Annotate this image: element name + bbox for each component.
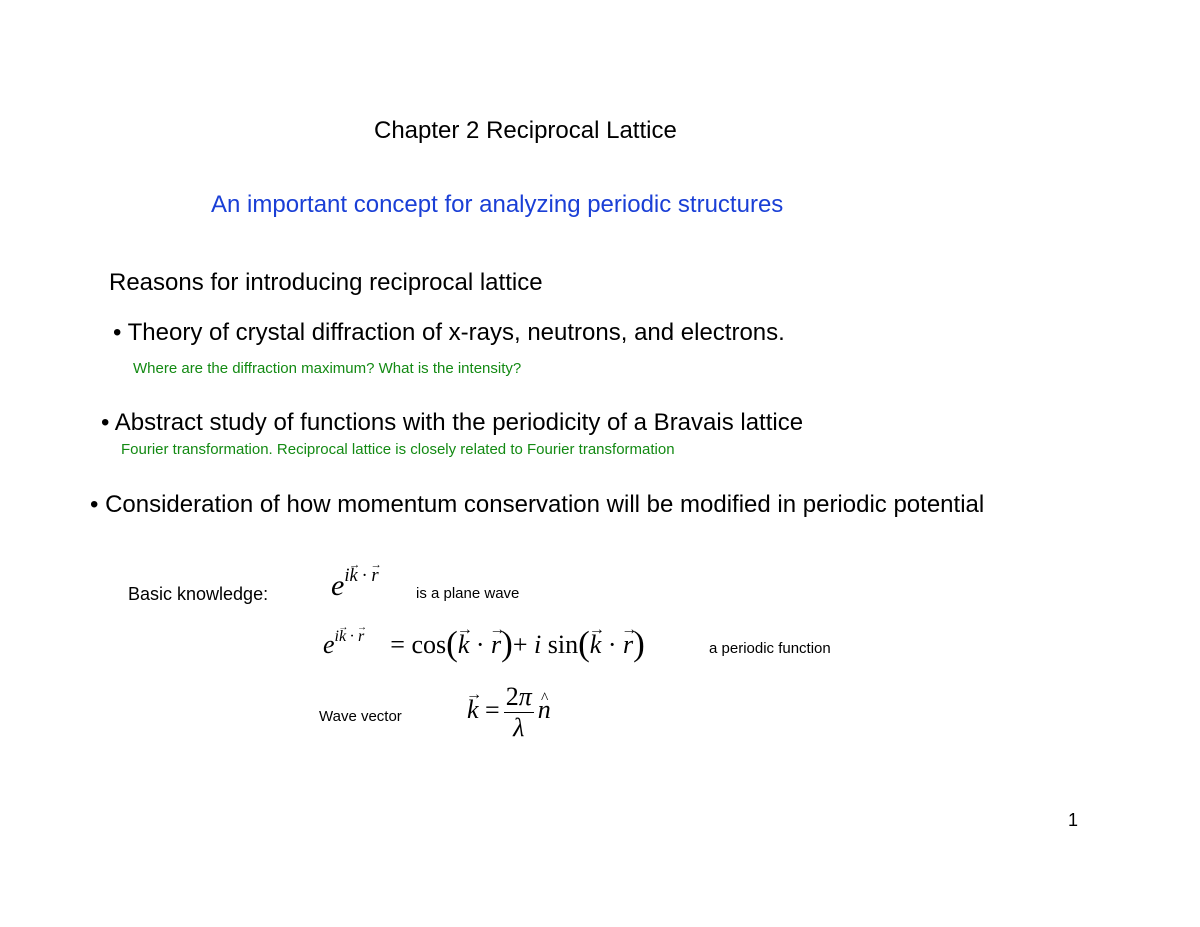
bullet-momentum-conservation: • Consideration of how momentum conservation will be modified in periodic potential <box>90 491 985 518</box>
reasons-heading: Reasons for introducing reciprocal lattice <box>109 269 543 296</box>
euler-equation: $e^{i\to k \cdot \to r}$ = cos(→ k · → r)+ i sin(→ k · → r) <box>323 626 645 661</box>
plane-wave-label: is a plane wave <box>416 585 520 602</box>
bullet-periodic-functions-note: Fourier transformation. Reciprocal lattice is closely related to Fourier transformation <box>121 441 675 458</box>
bullet-diffraction: • Theory of crystal diffraction of x-rays, neutrons, and electrons. <box>113 319 785 346</box>
page-number: 1 <box>1068 810 1079 830</box>
wave-vector-equation: → k = $\frac{2\pi}{\lambda}$ ^ n <box>467 684 551 741</box>
bullet-periodic-functions: • Abstract study of functions with the periodicity of a Bravais lattice <box>101 409 804 436</box>
bullet-diffraction-note: Where are the diffraction maximum? What is the intensity? <box>133 360 522 377</box>
slide-title: Chapter 2 Reciprocal Lattice <box>374 117 677 144</box>
slide-subtitle: An important concept for analyzing periodic structures <box>211 191 784 218</box>
basic-knowledge-label: Basic knowledge: <box>128 584 269 604</box>
plane-wave-equation: $e^{i\to k \cdot \to r}$ <box>331 571 379 601</box>
wave-vector-label: Wave vector <box>319 708 402 725</box>
periodic-function-label: a periodic function <box>709 640 831 657</box>
